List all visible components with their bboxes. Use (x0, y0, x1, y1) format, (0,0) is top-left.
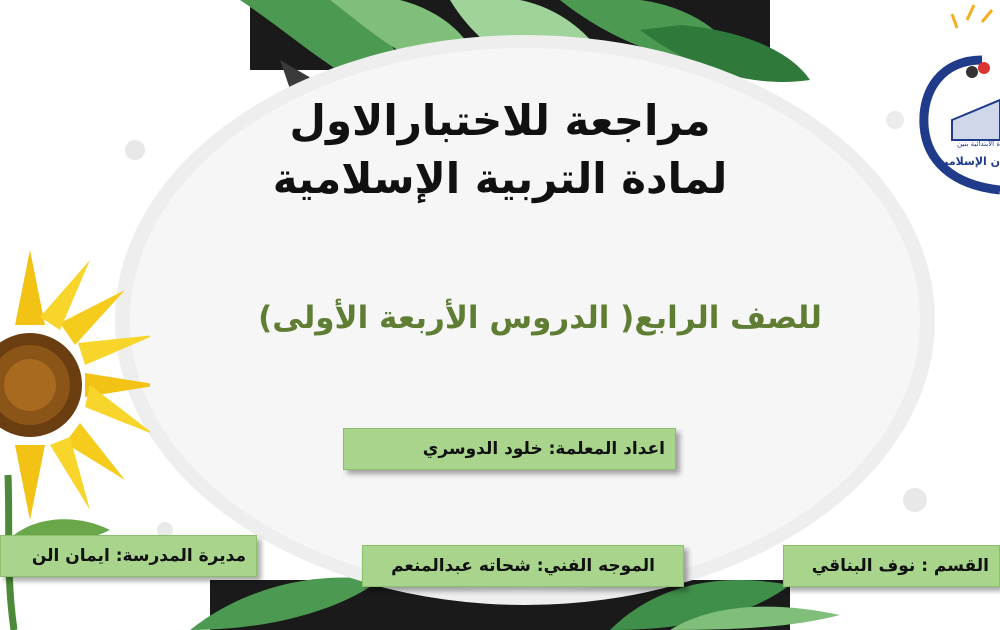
teacher-credit-text: اعداد المعلمة: خلود الدوسري (422, 439, 665, 459)
title-line-2: لمادة التربية الإسلامية (272, 154, 728, 203)
supervisor-credit-tag (362, 545, 684, 587)
slide-subtitle: للصف الرابع( الدروس الأربعة الأولى) (258, 300, 822, 336)
supervisor-credit-text: الموجه الفني: شحاته عبدالمنعم (391, 556, 655, 576)
logo-school-type: ة الابتدائية بنين (956, 140, 1000, 148)
principal-credit-text: مديرة المدرسة: ايمان الن (31, 546, 246, 566)
logo-school-name: ن الإسلامية (937, 155, 1000, 168)
department-head-credit-text: القسم : نوف البناقي (811, 556, 989, 576)
teacher-credit-tag (343, 428, 676, 470)
title-line-1: مراجعة للاختبارالاول (289, 96, 711, 145)
principal-credit-tag (0, 535, 257, 577)
slide-title (240, 92, 760, 208)
department-head-credit-tag (783, 545, 1000, 587)
